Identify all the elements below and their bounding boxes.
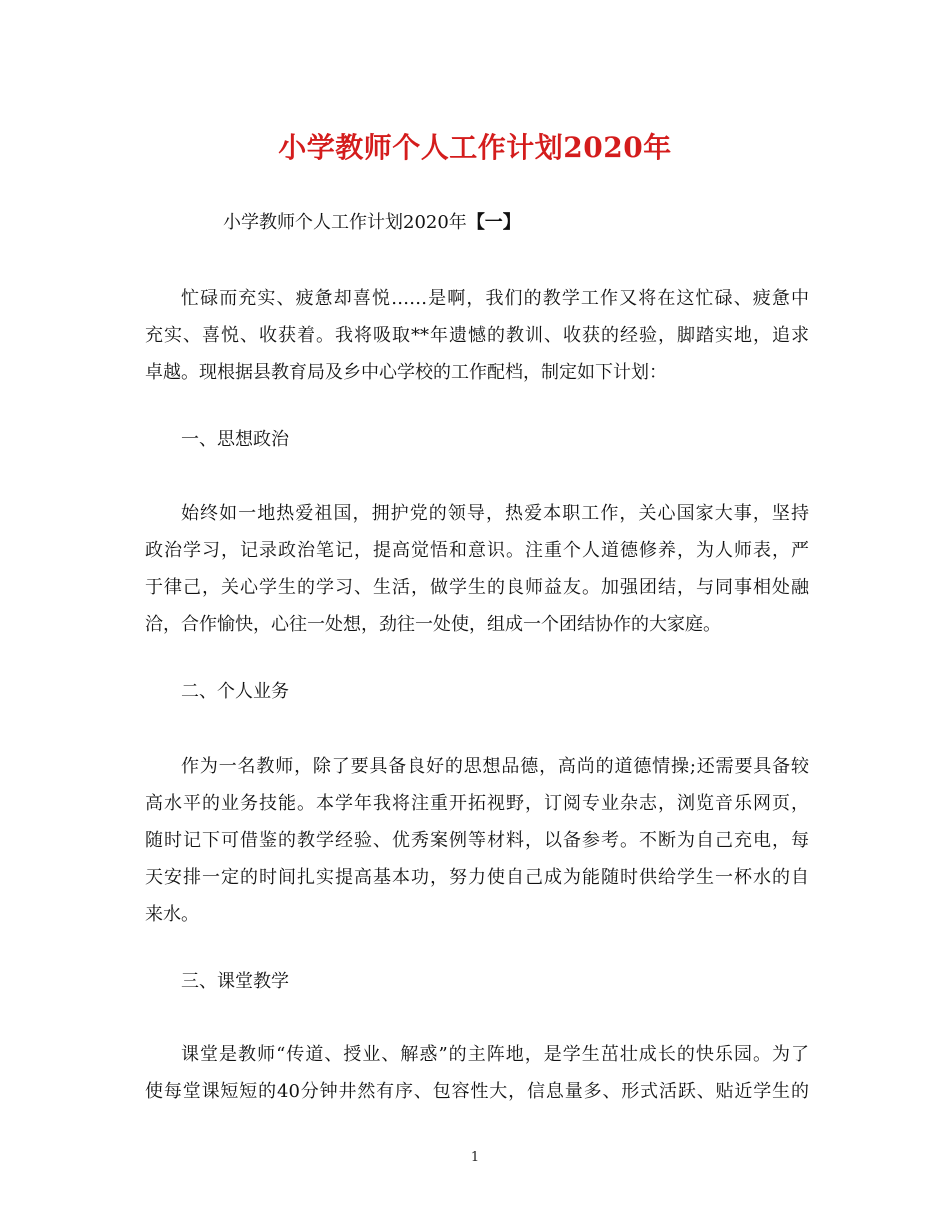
- classroom-paragraph: [145, 1036, 809, 1110]
- business-paragraph: [145, 748, 809, 933]
- paragraph-line: 卓越。现根据县教育局及乡中心学校的工作配档，制定如下计划：: [145, 362, 667, 383]
- subtitle-bracket: 【一】: [466, 212, 521, 233]
- paragraph-line: 高水平的业务技能。本学年我将注重开拓视野，订阅专业杂志，浏览音乐网页，: [145, 793, 809, 814]
- section-heading-personal-business: 二、个人业务: [181, 681, 289, 702]
- politics-paragraph: [145, 495, 809, 643]
- section-heading-politics: 一、思想政治: [181, 429, 289, 450]
- document-title: 小学教师个人工作计划2020年: [278, 131, 672, 164]
- subtitle-text: 小学教师个人工作计划2020年: [223, 212, 467, 233]
- paragraph-line: 充实、喜悦、收获着。我将吸取**年遗憾的教训、收获的经验，脚踏实地，追求: [145, 325, 809, 346]
- intro-paragraph: [145, 280, 809, 391]
- paragraph-line: 政治学习，记录政治笔记，提高觉悟和意识。注重个人道德修养，为人师表，严: [145, 540, 809, 561]
- paragraph-line: 始终如一地热爱祖国，拥护党的领导，热爱本职工作，关心国家大事，坚持: [181, 503, 809, 524]
- paragraph-line: 来水。: [145, 904, 199, 925]
- paragraph-line: 作为一名教师，除了要具备良好的思想品德，高尚的道德情操;还需要具备较: [181, 756, 809, 777]
- paragraph-line: 随时记下可借鉴的教学经验、优秀案例等材料，以备参考。不断为自己充电，每: [145, 830, 809, 851]
- page-number: 1: [470, 1150, 480, 1165]
- paragraph-line: 天安排一定的时间扎实提高基本功，努力使自己成为能随时供给学生一杯水的自: [145, 867, 809, 888]
- paragraph-line: 于律己，关心学生的学习、生活，做学生的良师益友。加强团结，与同事相处融: [145, 577, 809, 598]
- section-heading-classroom: 三、课堂教学: [181, 971, 289, 992]
- paragraph-line: 使每堂课短短的40分钟井然有序、包容性大，信息量多、形式活跃、贴近学生的: [145, 1081, 809, 1102]
- paragraph-line: 洽，合作愉快，心往一处想，劲往一处使，组成一个团结协作的大家庭。: [145, 614, 721, 635]
- paragraph-line: 课堂是教师“传道、授业、解惑”的主阵地，是学生茁壮成长的快乐园。为了: [181, 1044, 809, 1065]
- document-subtitle: [223, 208, 521, 238]
- paragraph-line: 忙碌而充实、疲惫却喜悦……是啊，我们的教学工作又将在这忙碌、疲惫中: [181, 288, 809, 309]
